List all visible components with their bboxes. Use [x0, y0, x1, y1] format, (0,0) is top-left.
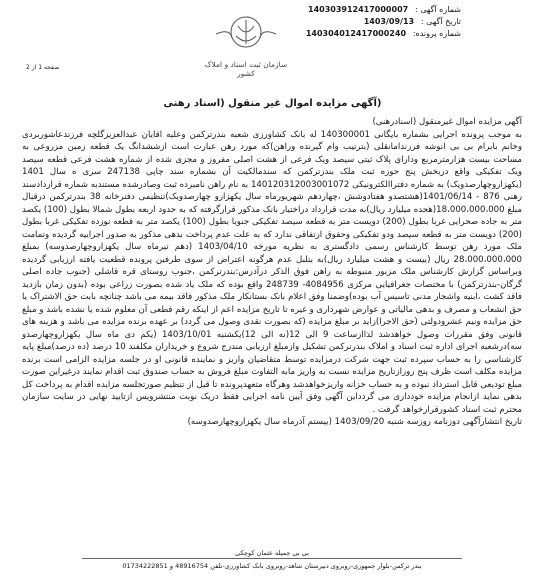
registration-organization-logo: [196, 8, 296, 78]
ad-number-row: [306, 4, 461, 16]
page-number: صفحه 1 از 2: [26, 64, 60, 71]
body-main-text: به موجب پرونده اجرایی بشماره بایگانی 140300001 له بانک کشاورزی شعبه بندرترکمن وعلیه اقایان عبدالعزیزگلچه فرزندعاشوربردی وخانم بابرام بی بی انوشه فرزندامانقلی (بترتیب وام گیرنده وراهن)که مورد رهن عبارت است ازششدانگ یک قطعه زمین مزروعی به مساحت بیست هزارمترمربع ودارای پلاک ثبتی سیصد ویک فرعی از هشت اصلی مفروز و مجزی شده از شماره هشت فرعی قطعه سیصد ویک تفکیکی واقع دربخش پنج حوزه ثبت ملک بندرترکمن که سندمالکیت آن بشماره سند چاپی 247138 سری ه سال 1401 (یکهزاروچهارصدویک) به شماره دفتراالکترونیکی 140120312003001072 به نام راهن نامبرده ثبت وصادرشده مستندبه شماره قراردادسند رهنی 876 - 1401/06/14(هشتصدو هفتادوشش ،چهاردهم شهریورماه سال یکهزارو چهارصدویک)تنظیمی دفترخانه 38 بندرترکمن درقبال مبلغ 18،000،000،000(هجده میلیارد ریال)به مدت قرارداد دراختیار بانک مذکور قرارگرفته که به حدود اربعه بطول شمالا بطول (100) یکصد متر به جاده صحرایی غربا بطول (200) دویست متر به قطعه سیصد تفکیکی جنوبا بطول (100) یکصد متر به قطعه نوزده تفکیکی غربا بطول (200) دویست متر به قطعه سیصد ودو تفکیکی وحقوق ارتفاقی ندارد که به علت عدم پرداخت بدهی مذکور به صدور اجراییه گردیده وتمامت ملک مورد رهن توسط کارشناس رسمی دادگستری به نظریه مورخه 1403/04/10 (دهم تیرماه سال یکهزاروچهارصدوسه) بمبلغ 28،000،000،000 ریال (بیست و هشت میلیارد ریال)به بتلبل عدم هرگونه اعتراض از سوی طرفین پرونده قطعیت یافته ارزیابی گردیده وبراساس گزارش کارشناس ملک مزبور منبوطه به راهن فوق الذکر درآدرس:بندرترکمن ،جنوب روستای قره قاشلی (جنوب جاده اصلی گرگان-بندرترکمن) با مختصات جغرافیایی مرکزی 4084956- 248739 واقع بوده که ملک یاد شده بصورت زراعی بوده (بدون زمان بازدید فاقد کشت ،ابنیه واشجار مدنی تاسیس آب بوده)وضمنا وفق اعلام بانک بستانکار ملک مذکور فاقد بیمه می باشد چنانچه بابت حق الاشتراک یا حق انشعاب و مصرف و بدهی مالیاتی و عوارض شهرداری و غیره تا تاریخ مزایده اعم از اینکه رقم قطعی آن معلوم شده یا نشده باشد و مبلغ حق مزایده ونیم عشرودولتی (حق الاجرا)زاید بر مبلغ مزایده (که بصورت نقدی وصول می گردد) بر عهده برنده مزایده می باشد و هزینه های قانونی وفق مقررات وصول خواهدشد لذاازساعت 9 الی 12(نه الی 12)یکشنبه 1403/10/01 (یکم دی ماه سال یکهزاروچهارصدو سه)درشعبه اجرای اداره ثبت اسناد و املاک بندرترکمن تشکیل وازمبلغ ارزیابی مندرج شروع و خریداران مکلفند 10 درصد (ده درصد)مبلغ پایه کارشناسی را به حساب سپرده ثبت جهت شرکت درمزایده توسط متقاضیان واریز و نماینده قانونی او در جلسه مزایده الزامی است برنده مزایده مکلف است ظرف پنج روزازتاریخ مزایده نسبت به واریز مابه التفاوت مبلغ فروش به حساب صندوق ثبت اقدام نمایند درغیراین صورت مبلغ تودیعی قابل استرداد نبوده و به حساب خزانه واریزخواهدشد وهرگاه متعهدپرونده تا قبل از تنظیم صورتجلسه مزایده اقدام به پرداخت کل بدهی نماید ازانجام مزایده خودداری می گردداین آگهی وفق آیین نامه اجرایی فقط دریک نوبت منتشرویس ازتایید نهایی در سایت سازمان محترم ثبت اسناد کشورقرارخواهد گرفت .: [22, 129, 523, 415]
footer: [52, 548, 492, 571]
notice-heading: (آگهی مزایده اموال غیر منقول (اسناد رهنی: [163, 98, 382, 109]
ad-date-label: تاریخ آگهی :: [420, 17, 461, 26]
body-intro: آگهی مزایده اموال غیرمنقول (اسنادرهنی): [372, 117, 522, 127]
ad-date: 1403/09/13: [363, 17, 415, 26]
footer-address: بندر ترکمن-بلوار جمهوری-روبروی دبیرستان شاهد-روبروی بانک کشاورزی-تلفن 48916754 و 01734222851: [122, 562, 422, 570]
case-number-label: شماره پرونده:: [412, 29, 461, 38]
footer-divider: [82, 558, 462, 559]
case-number: 140304012417000240: [305, 29, 407, 38]
organization-name: سازمان ثبت اسناد و املاک کشور: [204, 60, 288, 78]
ad-number: 140303912417000007: [308, 5, 409, 14]
body-publication-date: تاریخ انتشارآگهی دوزنامه روزسه شنبه 1403/09/20 (بیستم آذرماه سال یکهزاروچهارصدوسه): [187, 417, 522, 427]
notice-body: [22, 116, 522, 429]
emblem-icon: [196, 8, 296, 60]
ad-number-label: شماره آگهی :: [415, 5, 461, 14]
ad-meta: [306, 4, 461, 40]
case-number-row: [306, 28, 461, 40]
footer-office: بی بی جمیله عثمان کوچکی: [235, 549, 309, 557]
ad-date-row: [306, 16, 461, 28]
